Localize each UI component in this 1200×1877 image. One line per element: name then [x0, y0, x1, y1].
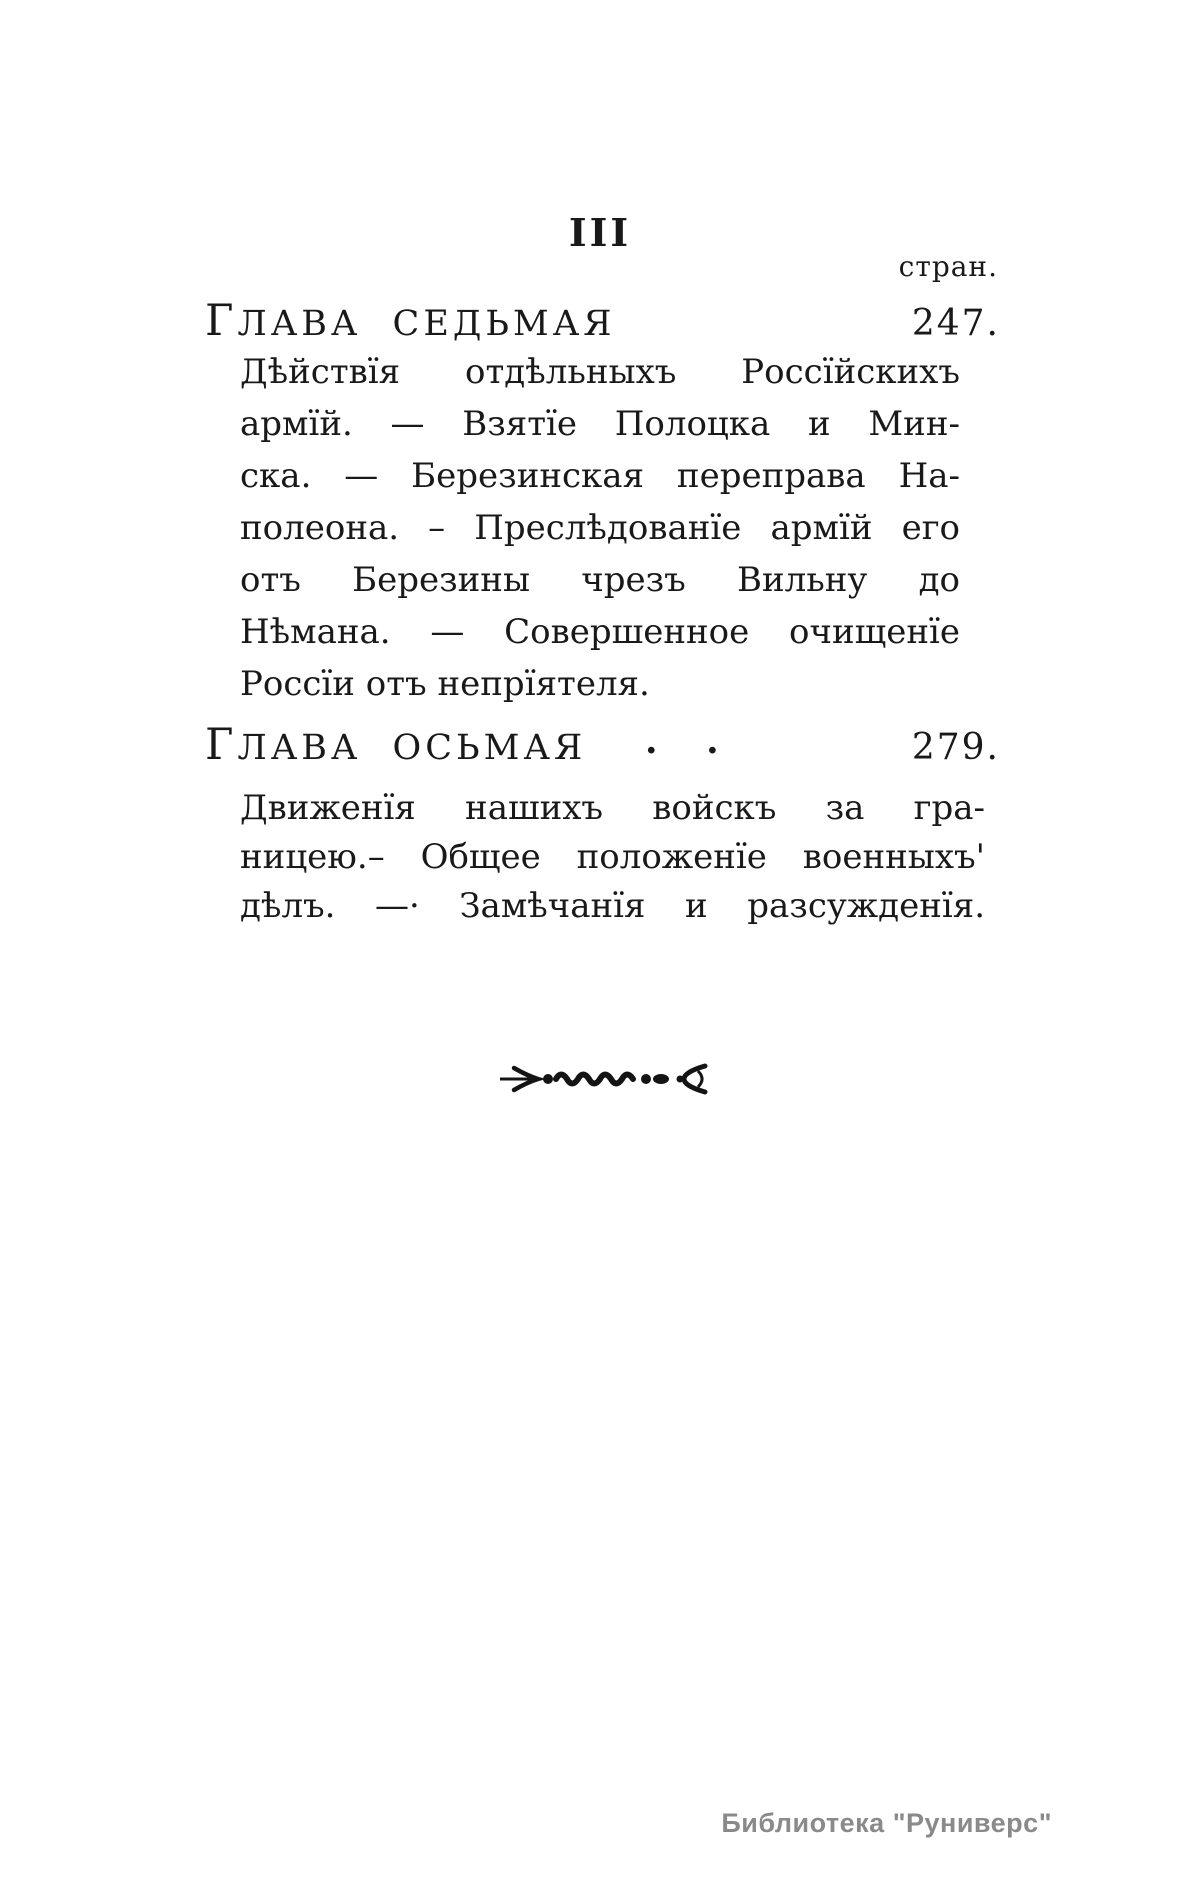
description-line: отъ Березины чрезъ Вильну до	[240, 560, 960, 600]
chapter-8-page-number: 279.	[911, 727, 1000, 768]
description-line: Движенїя нашихъ войскъ за гра-	[240, 788, 985, 828]
chapter-7-description	[240, 346, 960, 710]
chapter-8-title: ГЛАВА ОСЬМАЯ	[205, 720, 587, 770]
toc-entry-chapter-7	[205, 296, 1000, 346]
chapter-7-page-number: 247.	[911, 303, 1000, 344]
chapter-7-title: ГЛАВА СЕДЬМАЯ	[205, 296, 616, 346]
description-line: Нѣмана. — Совершенное очищенїе	[240, 612, 960, 652]
leader-dots: . .	[645, 720, 737, 762]
description-line: полеона. – Преслѣдованїе армїй его	[240, 508, 960, 548]
description-line: Россїи отъ непрїятеля.	[240, 664, 650, 704]
section-divider-flourish-icon	[498, 1063, 713, 1095]
description-line: армїй. — Взятїе Полоцка и Мин-	[240, 404, 960, 444]
description-line: ска. — Березинская переправа На-	[240, 456, 960, 496]
page-number-roman: III	[568, 210, 632, 255]
description-line: Дѣйствїя отдѣльныхъ Россїйскихъ	[240, 352, 960, 392]
toc-entry-chapter-8	[205, 720, 1000, 770]
library-watermark: Библиотека "Руниверс"	[721, 1808, 1052, 1838]
description-line: дѣлъ. —· Замѣчанїя и разсужденїя.	[240, 886, 985, 926]
chapter-8-description	[240, 784, 985, 931]
description-line: ницею.– Общее положенїе военныхъ'	[240, 837, 985, 877]
page-column-header: стран.	[898, 250, 998, 283]
